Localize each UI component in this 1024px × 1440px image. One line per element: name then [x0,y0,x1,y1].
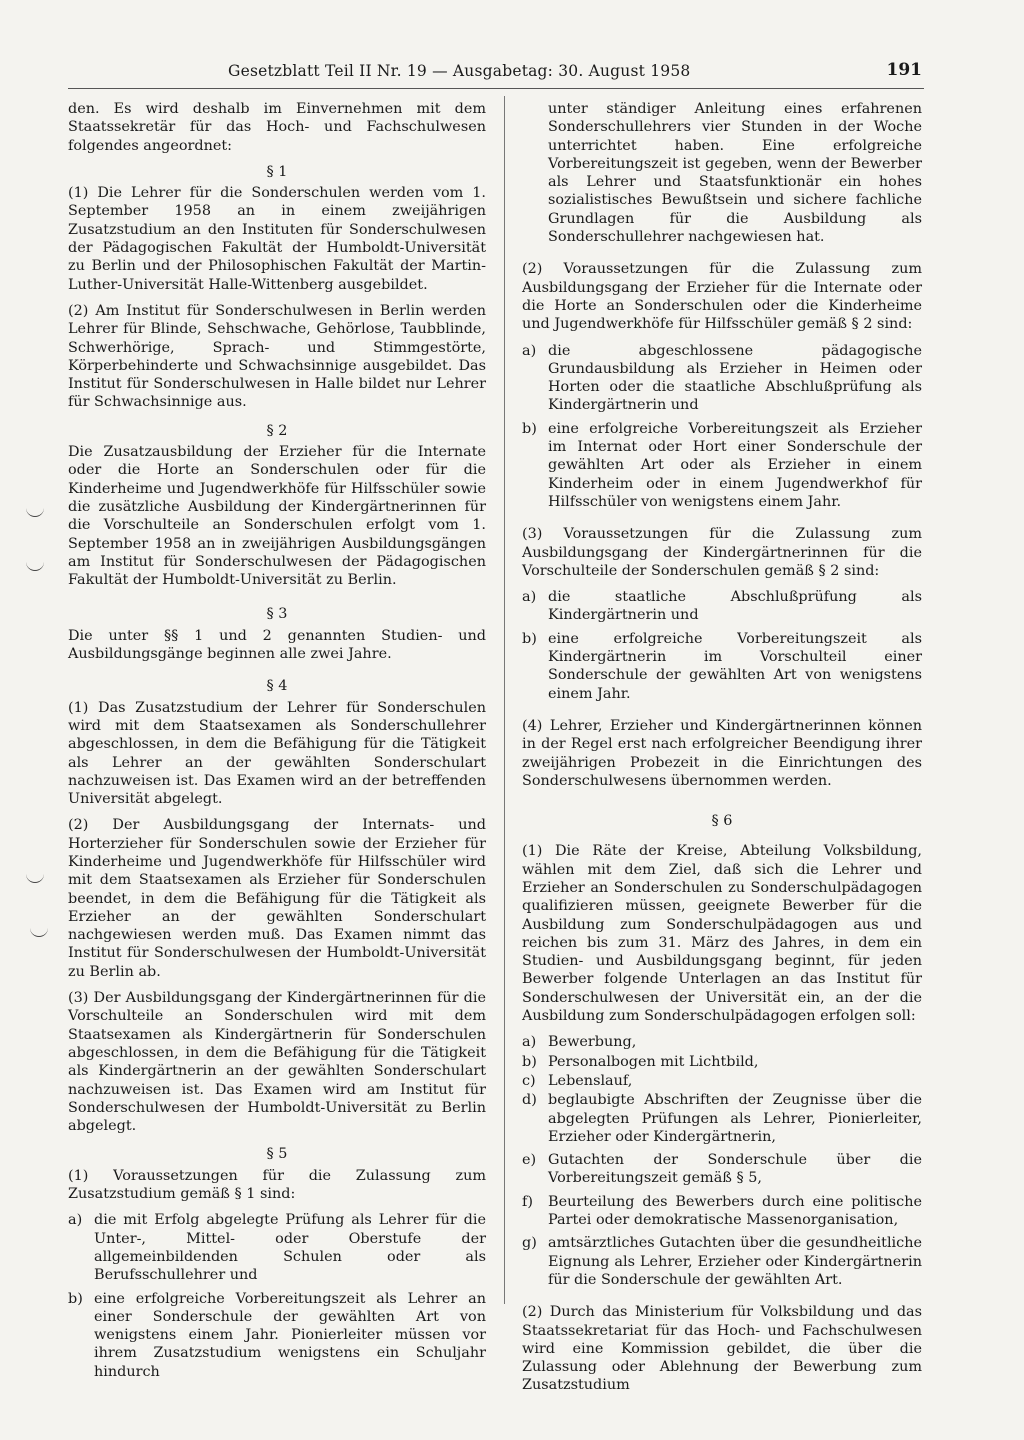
margin-pencil-mark [30,928,48,937]
list-item-text: die abgeschlossene pädagogische Grundausbildung als Erzieher in Heimen oder Horten oder die staatliche Abschlußprüfung als Kindergärtnerin und [548,342,922,414]
section-5-paragraph-1: (1) Voraussetzungen für die Zulassung zum Zusatzstudium gemäß § 1 sind: [68,1167,486,1203]
list-item [522,420,922,511]
list-item-label: b) [522,1053,537,1070]
running-title: Gesetzblatt Teil II Nr. 19 — Ausgabetag: 30. August 1958 [228,62,691,80]
list-item-text: die mit Erfolg abgelegte Prüfung als Lehrer für die Unter-, Mittel- oder Oberstufe der allgemeinbildenden Schulen oder als Berufsschullehrer und [94,1212,486,1284]
list-item-text: amtsärztliches Gutachten über die gesundheitliche Eignung als Lehrer, Erzieher oder Kindergärtnerin für die Sonderschule der gewählten Art. [548,1235,922,1288]
list-item [522,1234,922,1289]
list-item-label: b) [68,1290,83,1307]
list-item-label: d) [522,1092,537,1109]
list-item [522,588,922,625]
section-5-paragraph-3: (3) Voraussetzungen für die Zulassung zum Ausbildungsgang der Kindergärtnerinnen für die Vorschulteile der Sonderschulen gemäß § 2 sind: [522,526,922,579]
page-header [60,62,922,84]
list-item-text: Personalbogen mit Lichtbild, [548,1053,759,1070]
list-item-text: Beurteilung des Bewerbers durch eine politische Partei oder demokratische Massenorganisation, [548,1193,922,1229]
list-item [522,1033,922,1051]
margin-pencil-mark [26,562,44,571]
list-item [522,342,922,415]
section-6-list [522,1033,922,1289]
section-5-3-list [522,588,922,703]
section-5-2-list [522,342,922,512]
list-item-text: eine erfolgreiche Vorbereitungszeit als Kindergärtnerin im Vorschulteil einer Sonderschule der gewählten Art von wenigstens einem Jahr. [548,630,922,702]
list-item-label: c) [522,1072,536,1089]
list-item [522,1072,922,1090]
section-3-paragraph-1: Die unter §§ 1 und 2 genannten Studien- und Ausbildungsgänge beginnen alle zwei Jahre. [68,627,486,663]
section-heading-3: § 3 [266,606,288,623]
list-item [522,1151,922,1188]
list-item-text: eine erfolgreiche Vorbereitungszeit als Erzieher im Internat oder Hort einer Sonderschule der gewählten Art oder als Erzieher in einem Kinderheim oder in einem Jugendwerkhof für Hilfsschüler von wenigstens einem Jahr. [548,420,922,510]
section-heading-1: § 1 [266,163,288,180]
list-item [522,1053,922,1071]
section-4-paragraph-2: (2) Der Ausbildungsgang der Internats- und Horterzieher für Sonderschulen sowie der Erzieher für Kinderheime und Jugendwerkhöfe für Hilfsschüler wird mit dem Staatsexamen als Erzieher für Sonderschulen beendet, in dem die Befähigung für die Tätigkeit als Erzieher an der gewählten Sonderschulart nachgewiesen werden muß. Das Examen nimmt das Institut für Sonderschulwesen der Humboldt-Universität zu Berlin ab. [68,817,486,980]
list-item-text: Bewerbung, [548,1034,637,1051]
section-6-paragraph-2: (2) Durch das Ministerium für Volksbildung und das Staatssekretariat für das Hoch- und Fachschulwesen wird eine Kommission gebildet, die über die Zulassung oder Ablehnung der Bewerbung zum Zusatzstudium [522,1304,922,1394]
margin-pencil-mark [26,508,44,517]
section-1-paragraph-1: (1) Die Lehrer für die Sonderschulen werden vom 1. September 1958 an in einem zweijährigen Zusatzstudium an den Instituten für Sonderschulwesen der Pädagogischen Fakultät der Humboldt-Universität zu Berlin und der Philosophischen Fakultät der Martin-Luther-Universität Halle-Wittenberg ausgebildet. [68,185,486,293]
intro-paragraph: den. Es wird deshalb im Einvernehmen mit dem Staatssekretär für das Hoch- und Fachschulwesen folgendes angeordnet: [68,101,486,154]
list-item-text: die staatliche Abschlußprüfung als Kindergärtnerin und [548,589,922,624]
list-item-text: Lebenslauf, [548,1072,633,1089]
section-5-list [68,1211,486,1381]
left-column [68,100,486,1389]
list-item-label: a) [68,1212,83,1229]
right-column [522,100,922,1403]
section-heading-6: § 6 [711,813,733,830]
list-item-label: e) [522,1152,537,1169]
column-divider [504,96,505,1304]
page-number: 191 [886,60,922,80]
list-item [522,1193,922,1230]
section-2-paragraph-1: Die Zusatzausbildung der Erzieher für die Internate oder die Horte an Sonderschulen oder für die Kinderheime und Jugendwerkhöfe für Hilfsschüler sowie die zusätzliche Ausbildung der Kindergärtnerinnen für die Vorschulteile an Sonderschulen erfolgt vom 1. September 1958 an in zweijährigen Ausbildungsgängen am Institut für Sonderschulwesen der Pädagogischen Fakultät der Humboldt-Universität zu Berlin. [68,444,486,589]
list-item-continuation [522,100,922,246]
list-item-text: eine erfolgreiche Vorbereitungszeit als Lehrer an einer Sonderschule der gewählten Art von wenigstens einem Jahr. Pionierleiter müssen vor ihrem Zusatzstudium wenigstens ein Schuljahr hindurch [94,1290,486,1380]
section-heading-2: § 2 [266,422,288,439]
section-4-paragraph-1: (1) Das Zusatzstudium der Lehrer für Sonderschulen wird mit dem Staatsexamen als Sonderschullehrer abgeschlossen, in dem die Befähigung für die Tätigkeit als Lehrer an der gewählten Sonderschulart nachzuweisen ist. Das Examen wird an der betreffenden Universität abgelegt. [68,699,486,808]
section-5-paragraph-4: (4) Lehrer, Erzieher und Kindergärtnerinnen können in der Regel erst nach erfolgreicher Beendigung ihrer zweijährigen Probezeit in die Einrichtungen des Sonderschulwesens übernommen werden. [522,717,922,789]
list-item-label: g) [522,1235,537,1252]
section-4-paragraph-3: (3) Der Ausbildungsgang der Kindergärtnerinnen für die Vorschulteile an Sonderschulen wird mit dem Staatsexamen als Kindergärtnerin für Sonderschulen abgeschlossen, in dem die Befähigung für die Tätigkeit als Kindergärtnerin an der gewählten Sonderschulart nachzuweisen ist. Das Examen wird am Institut für Sonderschulwesen der Humboldt-Universität zu Berlin abgelegt. [68,990,486,1135]
section-5-paragraph-2: (2) Voraussetzungen für die Zulassung zum Ausbildungsgang der Erzieher für die Internate oder die Horte an Sonderschulen oder die Kinderheime und Jugendwerkhöfe für Hilfsschüler gemäß § 2 sind: [522,261,922,333]
section-heading-5: § 5 [266,1146,288,1163]
list-item-label: b) [522,420,537,437]
list-item [522,1091,922,1146]
list-item-text: beglaubigte Abschriften der Zeugnisse über die abgelegten Prüfungen als Lehrer, Pionierleiter, Erzieher oder Kindergärtnerin, [548,1092,922,1145]
list-item-label: a) [522,589,537,606]
list-item-label: a) [522,1034,537,1051]
section-6-paragraph-1: (1) Die Räte der Kreise, Abteilung Volksbildung, wählen mit dem Ziel, daß sich die Lehrer und Erzieher an Sonderschulen zu Sonderschulpädagogen qualifizieren müssen, geeignete Bewerber für die Ausbildung zum Sonderschulpädagogen aus und reichen bis zum 31. März des Jahres, in dem ein Studien- und Ausbildungsgang beginnt, für jeden Bewerber folgende Unterlagen an das Institut für Sonderschulwesen der Universität ein, an der die Ausbildung zum Sonderschulpädagogen erfolgen soll: [522,843,922,1025]
continuation-text: unter ständiger Anleitung eines erfahrenen Sonderschullehrers vier Stunden in der Woche unterrichtet haben. Eine erfolgreiche Vorbereitungszeit ist gegeben, wenn der Bewerber als Lehrer und Staatsfunktionär ein hohes sozialistisches Bewußtsein und sichere fachliche Grundlagen für die Ausbildung als Sonderschullehrer nachgewiesen hat. [548,101,922,246]
list-item [522,630,922,703]
section-1-paragraph-2: (2) Am Institut für Sonderschulwesen in Berlin werden Lehrer für Blinde, Sehschwache, Gehörlose, Taubblinde, Schwerhörige, Sprach- und Stimmgestörte, Körperbehinderte und Schwachsinnige ausgebildet. Das Institut für Sonderschulwesen in Halle bildet nur Lehrer für Schwachsinnige aus. [68,302,486,411]
margin-pencil-mark [26,874,44,883]
list-item-label: a) [522,342,537,359]
section-heading-4: § 4 [266,678,288,695]
header-rule [68,88,924,89]
list-item-text: Gutachten der Sonderschule über die Vorbereitungszeit gemäß § 5, [548,1152,922,1187]
list-item-label: b) [522,630,537,647]
list-item [68,1290,486,1381]
list-item-label: f) [522,1193,533,1210]
list-item [68,1211,486,1284]
